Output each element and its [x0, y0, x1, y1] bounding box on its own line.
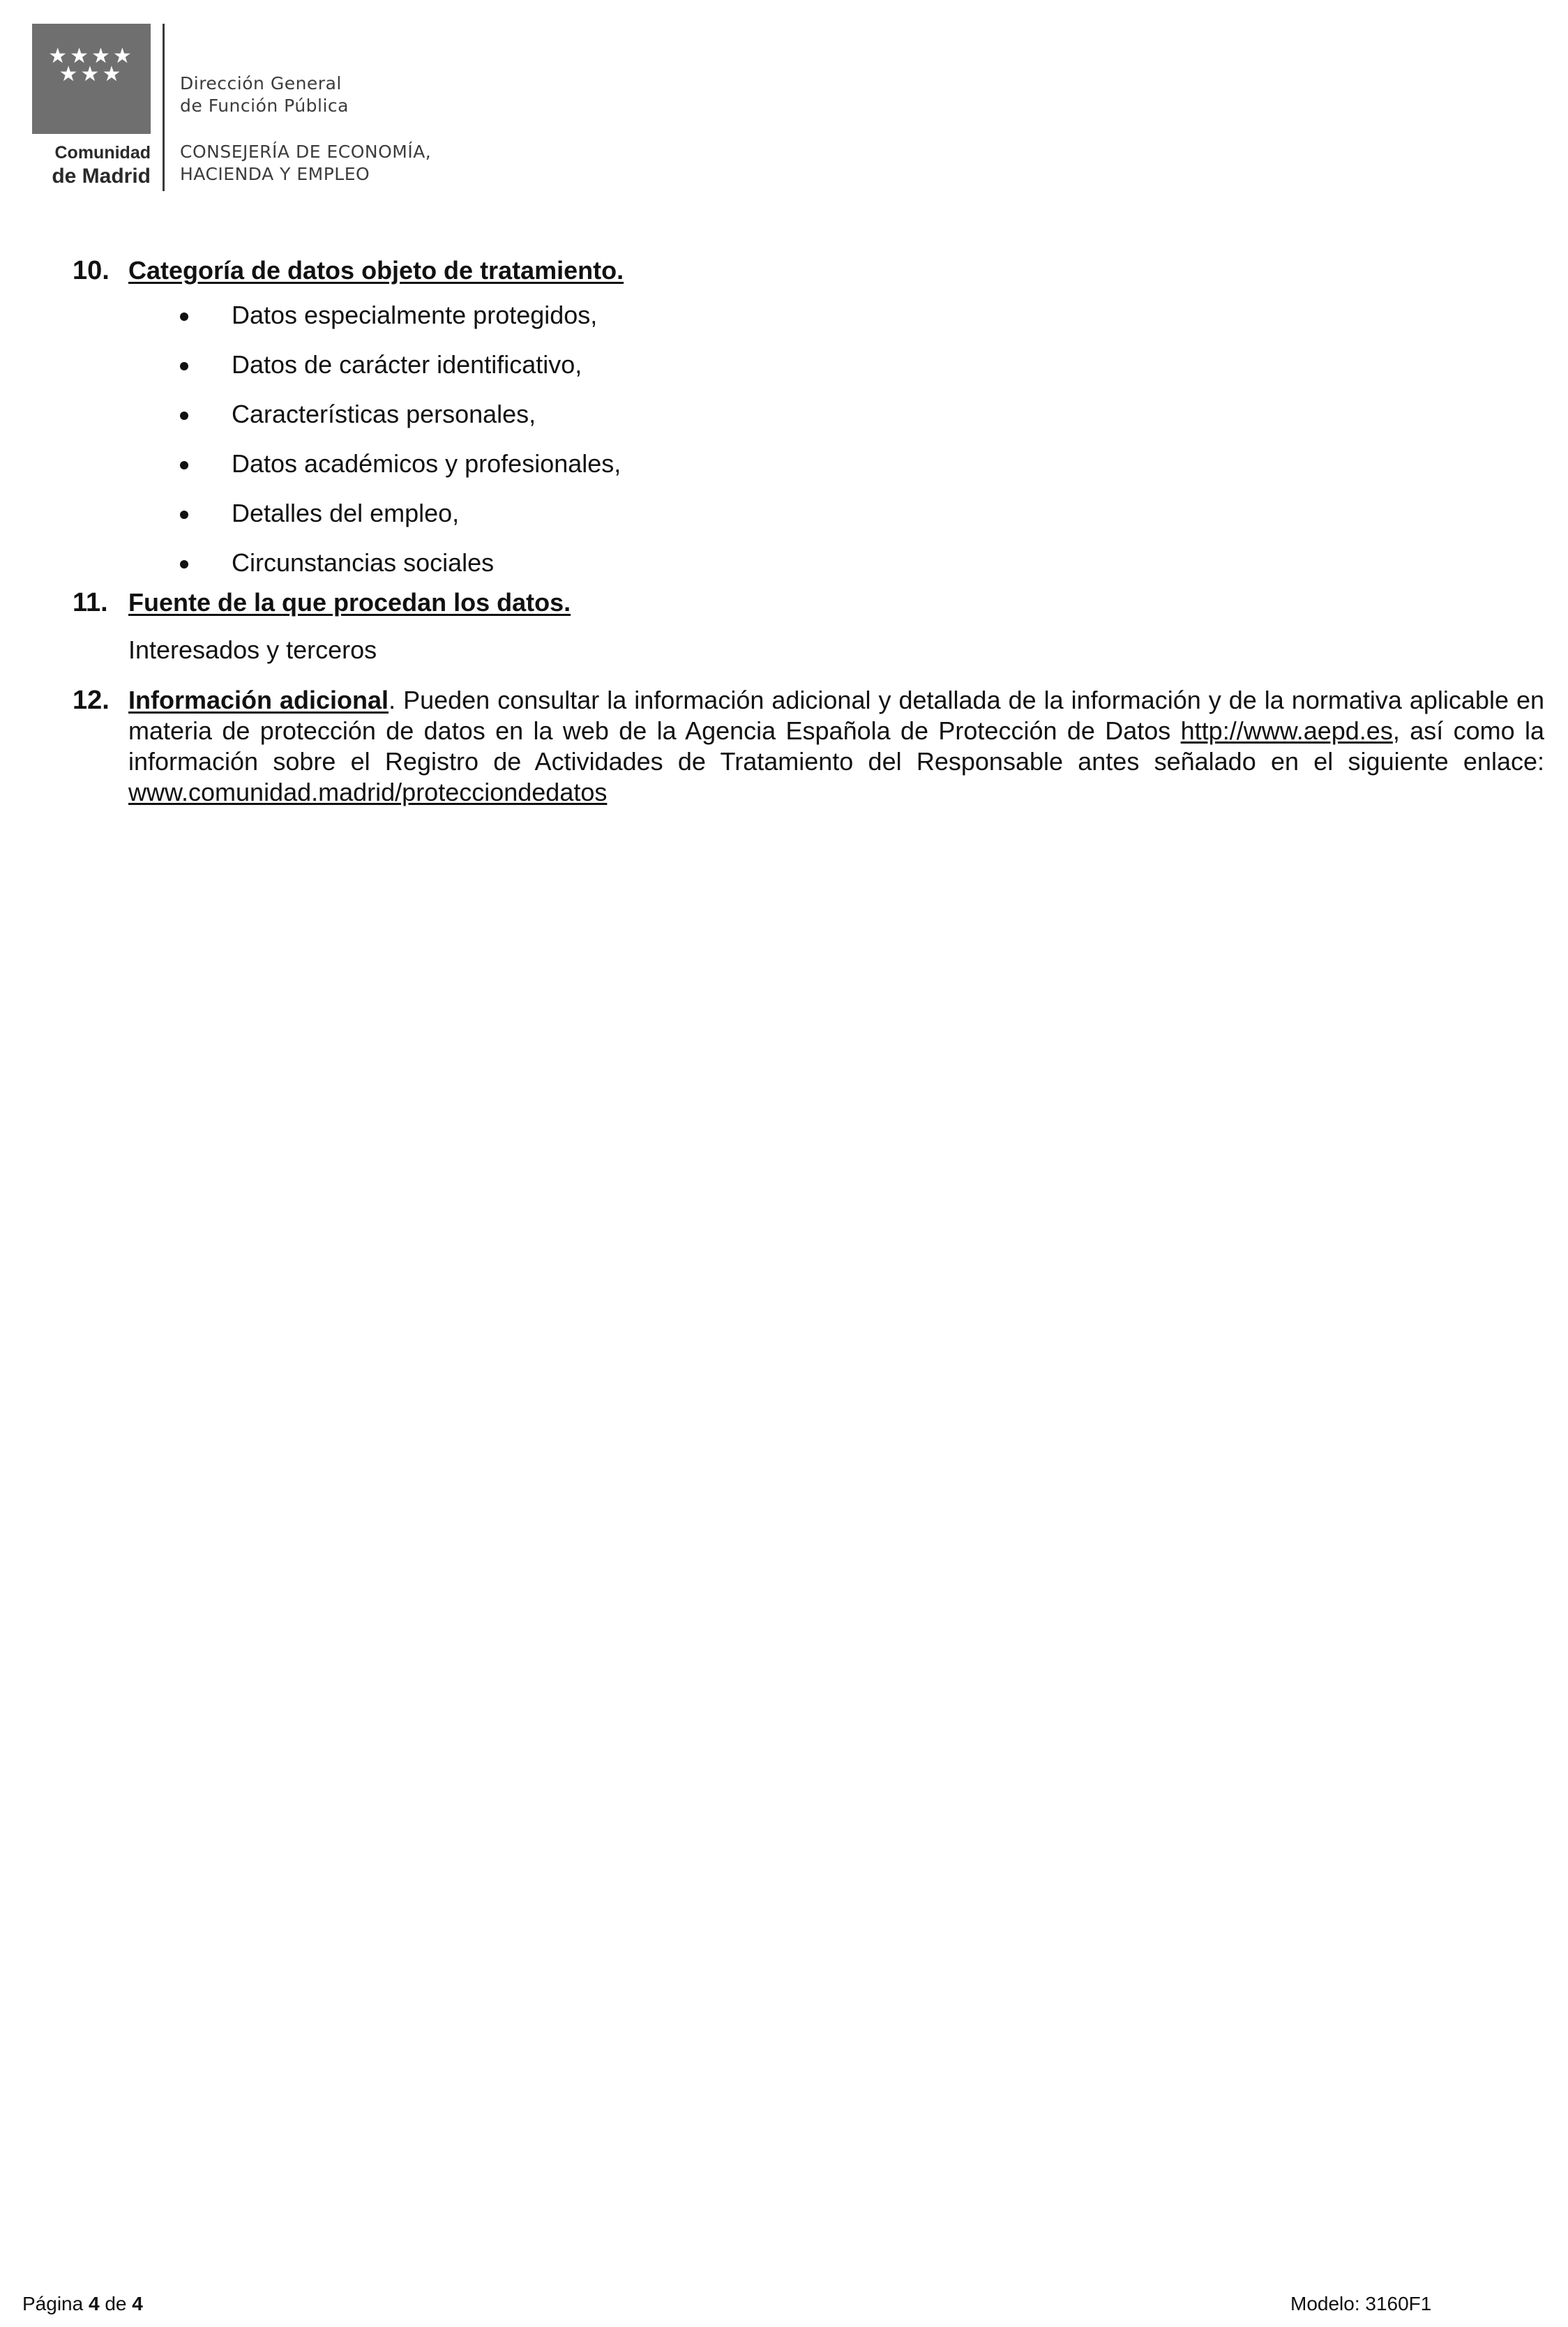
logo-stars-icon: ★★★★ ★★★: [48, 44, 135, 86]
bullet-icon: [180, 312, 188, 321]
page-number: Página 4 de 4: [22, 2293, 143, 2314]
section-12: [73, 685, 1544, 808]
bullet-icon: [180, 560, 188, 568]
logo-name-line1: Comunidad: [54, 143, 151, 163]
direccion-general: [180, 73, 349, 117]
section-title: Fuente de la que procedan los datos.: [128, 588, 571, 617]
additional-info-paragraph: Información adicional. Pueden consultar la información adicional y detallada de la información y de la normativa aplicable en materia de protección de datos en la web de la Agencia Española de Protección de Datos http://www.aepd.es, así como la información sobre el Registro de Actividades de Tratamiento del Responsable antes señalado en el siguiente enlace: www.comunidad.madrid/protecciondedatos: [128, 686, 1545, 806]
model-code: Modelo: 3160F1: [1290, 2293, 1432, 2314]
header-divider: [163, 24, 165, 191]
section-title: Información adicional: [128, 686, 389, 714]
bullet-icon: [180, 412, 188, 420]
list-item: Datos de carácter identificativo,: [73, 340, 1544, 389]
bullet-icon: [180, 511, 188, 519]
list-item: Circunstancias sociales: [73, 538, 1544, 587]
list-item: Datos especialmente protegidos,: [73, 290, 1544, 340]
section-11: [73, 587, 1544, 665]
section-number: 10.: [73, 256, 110, 285]
section-number: 11.: [73, 588, 108, 617]
data-source-text: Interesados y terceros: [128, 635, 377, 664]
consejeria-line1: CONSEJERÍA DE ECONOMÍA,: [180, 142, 432, 162]
consejeria-line2: HACIENDA Y EMPLEO: [180, 164, 370, 184]
section-10: [73, 255, 1544, 587]
data-categories-list: [73, 290, 1544, 587]
comunidad-madrid-logo: [32, 24, 151, 134]
proteccion-datos-link[interactable]: www.comunidad.madrid/protecciondedatos: [128, 778, 608, 806]
bullet-icon: [180, 461, 188, 469]
direccion-line1: Dirección General: [180, 73, 342, 93]
list-item: Detalles del empleo,: [73, 488, 1544, 538]
logo-name-line2: de Madrid: [52, 165, 151, 188]
document-body: [73, 255, 1544, 808]
section-number: 12.: [73, 686, 110, 715]
section-title: Categoría de datos objeto de tratamiento.: [128, 256, 624, 285]
list-item: Datos académicos y profesionales,: [73, 439, 1544, 488]
direccion-line2: de Función Pública: [180, 96, 349, 116]
page-header: [28, 24, 516, 191]
list-item: Características personales,: [73, 389, 1544, 439]
consejeria: [180, 141, 431, 186]
bullet-icon: [180, 362, 188, 370]
logo-name: [28, 141, 151, 188]
aepd-link[interactable]: http://www.aepd.es: [1180, 716, 1393, 745]
